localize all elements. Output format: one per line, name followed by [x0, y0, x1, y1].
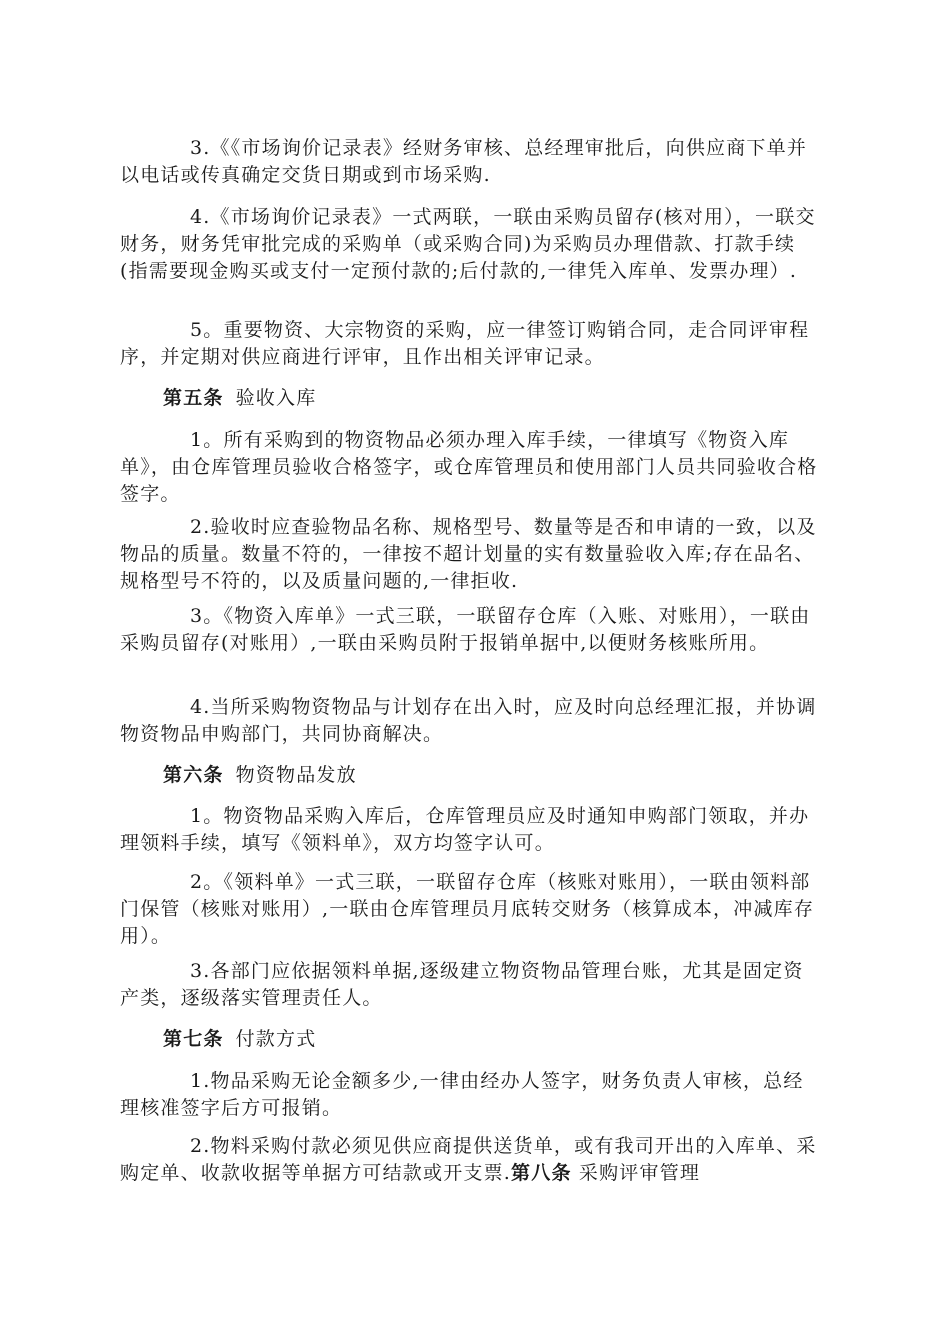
paragraph-article4-item4: 4.《市场询价记录表》一式两联，一联由采购员留存(核对用），一联交财务，财务凭审批完成的采购单（或采购合同)为采购员办理借款、打款手续(指需要现金购买或支付一定预付款的;后付款的,一律凭入库单、发票办理）. [120, 206, 816, 282]
heading-article6-title: 物资物品发放 [235, 764, 357, 786]
paragraph-article7-item1: 1.物品采购无论金额多少,一律由经办人签字，财务负责人审核，总经理核准签字后方可报销。 [120, 1070, 804, 1119]
heading-article6-label: 第六条 [163, 764, 224, 786]
heading-article5 [163, 385, 316, 412]
heading-article7-label: 第七条 [163, 1028, 224, 1050]
paragraph-article6-item1: 1。物资物品采购入库后，仓库管理员应及时通知申购部门领取，并办理领料手续，填写《领料单》，双方均签字认可。 [120, 805, 810, 854]
paragraph-article6-item2: 2。《领料单》一式三联，一联留存仓库（核账对账用），一联由领料部门保管（核账对账用）,一联由仓库管理员月底转交财务（核算成本，冲减库存用）。 [120, 871, 815, 947]
paragraph-article5-item3: 3。《物资入库单》一式三联，一联留存仓库（入账、对账用），一联由采购员留存(对账用）,一联由采购员附于报销单据中,以便财务核账所用。 [120, 605, 811, 654]
paragraph-article6-item3: 3.各部门应依据领料单据,逐级建立物资物品管理台账，尤其是固定资产类，逐级落实管理责任人。 [120, 960, 804, 1009]
heading-article7 [163, 1026, 316, 1053]
heading-article8-title: 采购评审管理 [571, 1162, 701, 1184]
paragraph-article5-item1: 1。所有采购到的物资物品必须办理入库手续，一律填写《物资入库单》，由仓库管理员验收合格签字，或仓库管理员和使用部门人员共同验收合格签字。 [120, 429, 818, 505]
paragraph-article7-item2 [120, 1133, 820, 1187]
paragraph-article4-item5: 5。重要物资、大宗物资的采购，应一律签订购销合同，走合同评审程序，并定期对供应商进行评审，且作出相关评审记录。 [120, 319, 810, 368]
heading-article5-title: 验收入库 [235, 387, 317, 409]
paragraph-article4-item3: 3.《《市场询价记录表》经财务审核、总经理审批后，向供应商下单并以电话或传真确定交货日期或到市场采购. [120, 137, 808, 186]
paragraph-article5-item4: 4.当所采购物资物品与计划存在出入时，应及时向总经理汇报，并协调物资物品申购部门，共同协商解决。 [120, 696, 817, 745]
heading-article5-label: 第五条 [163, 387, 224, 409]
heading-article6 [163, 762, 357, 789]
heading-article8-label: 第八条 [511, 1162, 572, 1184]
heading-article7-title: 付款方式 [235, 1028, 317, 1050]
paragraph-article7-item2-text: 2.物料采购付款必须见供应商提供送货单，或有我司开出的入库单、采购定单、收款收据等单据方可结款或开支票. [120, 1135, 817, 1184]
paragraph-article5-item2: 2.验收时应查验物品名称、规格型号、数量等是否和申请的一致，以及物品的质量。数量不符的，一律按不超计划量的实有数量验收入库;存在品名、规格型号不符的，以及质量问题的,一律拒收. [120, 516, 817, 592]
